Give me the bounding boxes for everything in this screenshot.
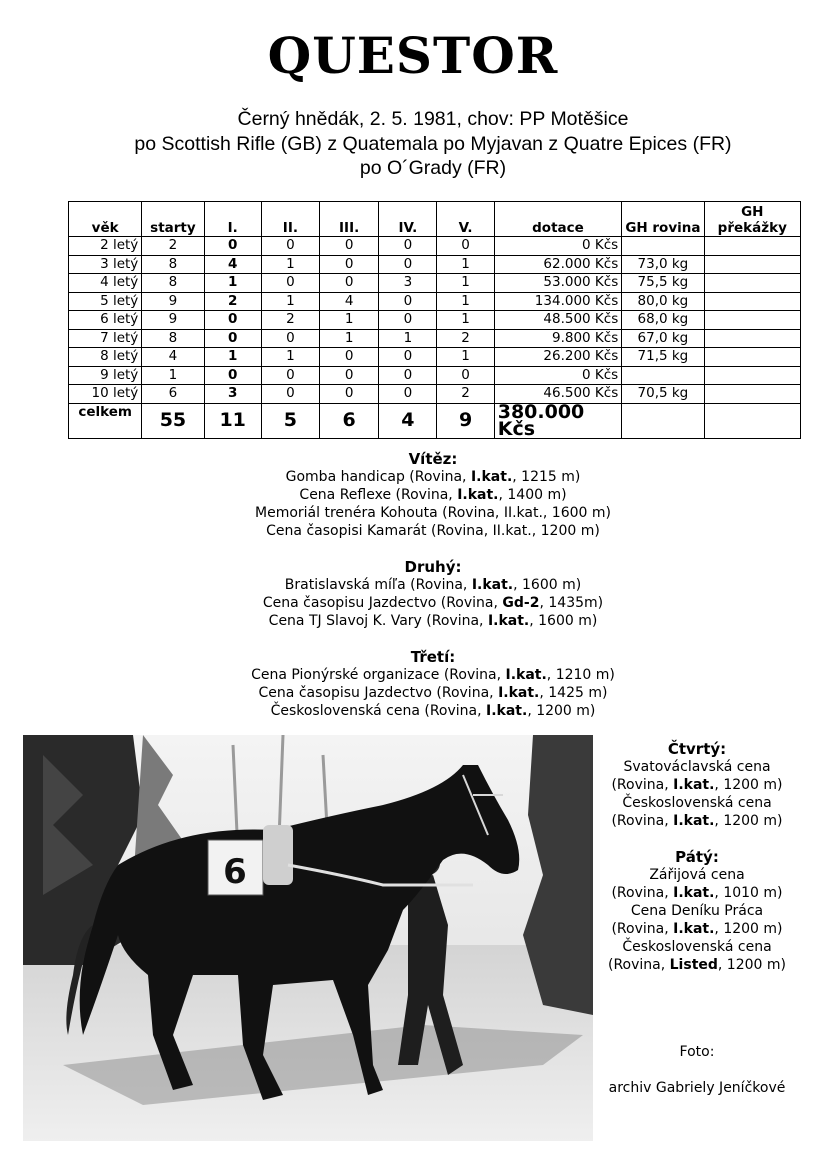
table-cell: 1 [142, 366, 204, 385]
table-cell: 0 [379, 292, 437, 311]
race-text: , 1425 m) [539, 685, 608, 701]
race-text: Memoriál trenéra Kohouta (Rovina, II.kat., 1600 m) [255, 505, 611, 521]
table-cell: 4 [204, 255, 261, 274]
table-cell: 8 [142, 274, 204, 293]
table-cell: 48.500 Kčs [494, 311, 622, 330]
table-cell: 1 [204, 274, 261, 293]
table-cell: 0 [379, 255, 437, 274]
table-cell: 2 [437, 385, 494, 404]
table-cell: 0 [379, 311, 437, 330]
race-entry [0, 522, 826, 540]
table-cell: 0 [204, 329, 261, 348]
table-cell: 0 Kčs [494, 237, 622, 256]
race-text: , 1215 m) [512, 469, 581, 485]
table-cell: 2 [437, 329, 494, 348]
race-entry [0, 504, 826, 522]
race-text: (Rovina, [611, 813, 674, 829]
column-header: věk [69, 202, 142, 237]
race-text: , 1200 m) [714, 813, 783, 829]
table-cell: 0 [320, 255, 379, 274]
race-entry [597, 884, 797, 902]
column-header: I. [204, 202, 261, 237]
table-cell: 0 [204, 237, 261, 256]
table-cell [704, 348, 800, 367]
column-header: starty [142, 202, 204, 237]
saddle-number: 6 [223, 852, 247, 892]
table-cell: 8 [142, 255, 204, 274]
table-cell: 0 [437, 366, 494, 385]
table-cell: 11 [204, 403, 261, 438]
table-cell [622, 366, 704, 385]
table-cell: 380.000 Kčs [494, 403, 622, 438]
section-heading: Pátý: [675, 848, 719, 866]
table-cell: 0 [320, 348, 379, 367]
table-cell: 67,0 kg [622, 329, 704, 348]
race-entry [0, 576, 826, 594]
photo-credit-source: archiv Gabriely Jeníčkové [608, 1080, 786, 1096]
race-text: (Rovina, [611, 885, 674, 901]
race-text: , 1200 m) [717, 957, 786, 973]
table-cell: 70,5 kg [622, 385, 704, 404]
table-header-row [69, 202, 801, 237]
table-cell: 0 [261, 385, 319, 404]
table-total-row [69, 403, 801, 438]
race-text: , 1200 m) [527, 703, 596, 719]
table-cell: 71,5 kg [622, 348, 704, 367]
race-category: I.kat. [471, 577, 514, 593]
table-cell: 0 [320, 274, 379, 293]
table-cell: 0 [261, 366, 319, 385]
table-cell: 4 [379, 403, 437, 438]
table-cell: 1 [437, 274, 494, 293]
race-text: (Rovina, [611, 921, 674, 937]
table-cell: 9 [437, 403, 494, 438]
race-text: , 1600 m) [513, 577, 582, 593]
table-cell: 1 [261, 348, 319, 367]
race-text: Cena časopisu Jazdectvo (Rovina, [258, 685, 499, 701]
race-text: Československá cena (Rovina, [270, 703, 487, 719]
table-cell: 55 [142, 403, 204, 438]
table-cell [704, 366, 800, 385]
race-category: I.kat. [486, 703, 528, 719]
table-cell [704, 274, 800, 293]
race-text: Bratislavská míľa (Rovina, [284, 577, 472, 593]
race-text: Cena Pionýrské organizace (Rovina, [251, 667, 506, 683]
third-place-section [0, 648, 826, 720]
race-text: , 1210 m) [546, 667, 615, 683]
race-text: Cena Reflexe (Rovina, [299, 487, 458, 503]
race-record-table [68, 201, 801, 439]
second-place-section [0, 558, 826, 630]
race-text: , 1200 m) [714, 777, 783, 793]
column-header: II. [261, 202, 319, 237]
race-text: Cena časopisu Jazdectvo (Rovina, [262, 595, 503, 611]
table-cell: 0 [379, 237, 437, 256]
race-text: (Rovina, [607, 957, 670, 973]
horse-pedigree [0, 107, 826, 181]
results-list [0, 450, 826, 720]
table-row [69, 366, 801, 385]
section-heading: Vítěz: [408, 450, 458, 468]
table-cell: 6 [320, 403, 379, 438]
race-category: I.kat. [498, 685, 540, 701]
pedigree-line: Černý hnědák, 2. 5. 1981, chov: PP Motěšice [237, 108, 629, 130]
table-cell [704, 311, 800, 330]
column-header: V. [437, 202, 494, 237]
race-entry [597, 758, 797, 776]
table-cell: 7 letý [69, 329, 142, 348]
section-heading: Čtvrtý: [667, 740, 727, 758]
table-cell: 53.000 Kčs [494, 274, 622, 293]
table-cell: 6 letý [69, 311, 142, 330]
table-cell: 1 [437, 292, 494, 311]
table-cell: 0 [320, 237, 379, 256]
table-cell: 0 [261, 329, 319, 348]
table-cell: 0 [261, 237, 319, 256]
race-entry [597, 902, 797, 920]
race-category: Gd-2 [502, 595, 540, 611]
race-entry [597, 812, 797, 830]
race-entry [597, 794, 797, 812]
race-text: , 1010 m) [714, 885, 783, 901]
race-category: Listed [669, 957, 718, 973]
horse-photo [23, 735, 593, 1141]
table-cell: 0 [204, 311, 261, 330]
table-cell: 5 [261, 403, 319, 438]
table-cell: 1 [437, 348, 494, 367]
table-cell: 2 letý [69, 237, 142, 256]
race-category: I.kat. [673, 921, 715, 937]
pedigree-line: po Scottish Rifle (GB) z Quatemala po Myjavan z Quatre Epices (FR) [134, 132, 732, 155]
race-text: Svatováclavská cena [623, 759, 771, 775]
table-cell: 0 [204, 366, 261, 385]
table-cell [704, 385, 800, 404]
table-cell: 8 [142, 329, 204, 348]
table-cell: 2 [142, 237, 204, 256]
race-text: , 1600 m) [529, 613, 598, 629]
table-cell: 1 [320, 311, 379, 330]
fifth-place-section [597, 848, 797, 974]
section-heading: Třetí: [410, 648, 456, 666]
table-row [69, 255, 801, 274]
table-cell: 0 [437, 237, 494, 256]
column-header: GH rovina [622, 202, 704, 237]
table-row [69, 237, 801, 256]
race-text: Cena Deníku Práca [630, 903, 764, 919]
race-category: I.kat. [470, 469, 513, 485]
table-cell: 68,0 kg [622, 311, 704, 330]
table-cell: 5 letý [69, 292, 142, 311]
table-cell: 8 letý [69, 348, 142, 367]
race-text: , 1400 m) [498, 487, 567, 503]
race-text: Gomba handicap (Rovina, [285, 469, 471, 485]
table-cell: 0 [379, 366, 437, 385]
table-cell: 10 letý [69, 385, 142, 404]
table-cell: 9 letý [69, 366, 142, 385]
winner-section [0, 450, 826, 540]
table-row [69, 329, 801, 348]
table-cell: 6 [142, 385, 204, 404]
pedigree-line: po O´Grady (FR) [359, 157, 507, 179]
race-category: I.kat. [457, 487, 499, 503]
race-text: Československá cena [622, 795, 772, 811]
race-entry [0, 594, 826, 612]
table-cell: 2 [261, 311, 319, 330]
table-cell: 0 [379, 385, 437, 404]
race-entry [0, 486, 826, 504]
table-cell: 4 [142, 348, 204, 367]
race-entry [597, 776, 797, 794]
photo-credit-label: Foto: [679, 1044, 715, 1060]
race-entry [597, 956, 797, 974]
table-cell: 1 [379, 329, 437, 348]
table-cell: 1 [261, 255, 319, 274]
race-text: (Rovina, [611, 777, 674, 793]
table-body [69, 237, 801, 439]
race-text: Československá cena [622, 939, 772, 955]
column-header: III. [320, 202, 379, 237]
race-entry [0, 468, 826, 486]
race-category: I.kat. [673, 885, 715, 901]
race-text: Zářijová cena [649, 867, 745, 883]
table-cell: 9 [142, 311, 204, 330]
page-title: QUESTOR [267, 26, 559, 85]
table-cell: 0 [320, 385, 379, 404]
table-cell: celkem [69, 403, 142, 438]
fourth-place-section [597, 740, 797, 830]
table-cell [704, 329, 800, 348]
race-text: , 1200 m) [714, 921, 783, 937]
table-cell: 3 [204, 385, 261, 404]
table-cell: 4 letý [69, 274, 142, 293]
table-row [69, 311, 801, 330]
horse-photo-illustration [23, 735, 593, 1141]
table-cell: 80,0 kg [622, 292, 704, 311]
table-cell: 1 [320, 329, 379, 348]
race-entry [0, 612, 826, 630]
table-cell [622, 403, 704, 438]
table-cell [704, 237, 800, 256]
table-cell: 2 [204, 292, 261, 311]
race-entry [597, 938, 797, 956]
table-cell [704, 255, 800, 274]
table-cell: 134.000 Kčs [494, 292, 622, 311]
table-cell: 73,0 kg [622, 255, 704, 274]
race-category: I.kat. [673, 777, 715, 793]
table-cell: 62.000 Kčs [494, 255, 622, 274]
table-cell: 4 [320, 292, 379, 311]
column-header: GH překážky [704, 202, 800, 237]
table-cell [622, 237, 704, 256]
table-cell: 0 [320, 366, 379, 385]
table-row [69, 274, 801, 293]
table-cell: 9 [142, 292, 204, 311]
race-entry [0, 666, 826, 684]
table-cell: 0 [261, 274, 319, 293]
table-row [69, 292, 801, 311]
table-row [69, 348, 801, 367]
race-entry [597, 866, 797, 884]
race-category: I.kat. [487, 613, 530, 629]
table-cell: 46.500 Kčs [494, 385, 622, 404]
column-header: dotace [494, 202, 622, 237]
table-cell: 26.200 Kčs [494, 348, 622, 367]
table-cell: 1 [437, 255, 494, 274]
table-row [69, 385, 801, 404]
table-cell: 0 Kčs [494, 366, 622, 385]
table-cell: 1 [204, 348, 261, 367]
table-cell: 0 [379, 348, 437, 367]
race-entry [597, 920, 797, 938]
side-results [597, 740, 797, 974]
race-text: Cena TJ Slavoj K. Vary (Rovina, [268, 613, 488, 629]
table-cell [704, 403, 800, 438]
table-cell: 3 letý [69, 255, 142, 274]
table-cell: 3 [379, 274, 437, 293]
table-cell: 1 [261, 292, 319, 311]
table-cell: 9.800 Kčs [494, 329, 622, 348]
race-text: , 1435m) [539, 595, 604, 611]
race-category: I.kat. [673, 813, 715, 829]
race-category: I.kat. [505, 667, 547, 683]
column-header: IV. [379, 202, 437, 237]
race-entry [0, 702, 826, 720]
race-text: Cena časopisi Kamarát (Rovina, II.kat., 1200 m) [266, 523, 600, 539]
section-heading: Druhý: [404, 558, 462, 576]
table-cell [704, 292, 800, 311]
table-cell: 75,5 kg [622, 274, 704, 293]
race-entry [0, 684, 826, 702]
table-cell: 1 [437, 311, 494, 330]
